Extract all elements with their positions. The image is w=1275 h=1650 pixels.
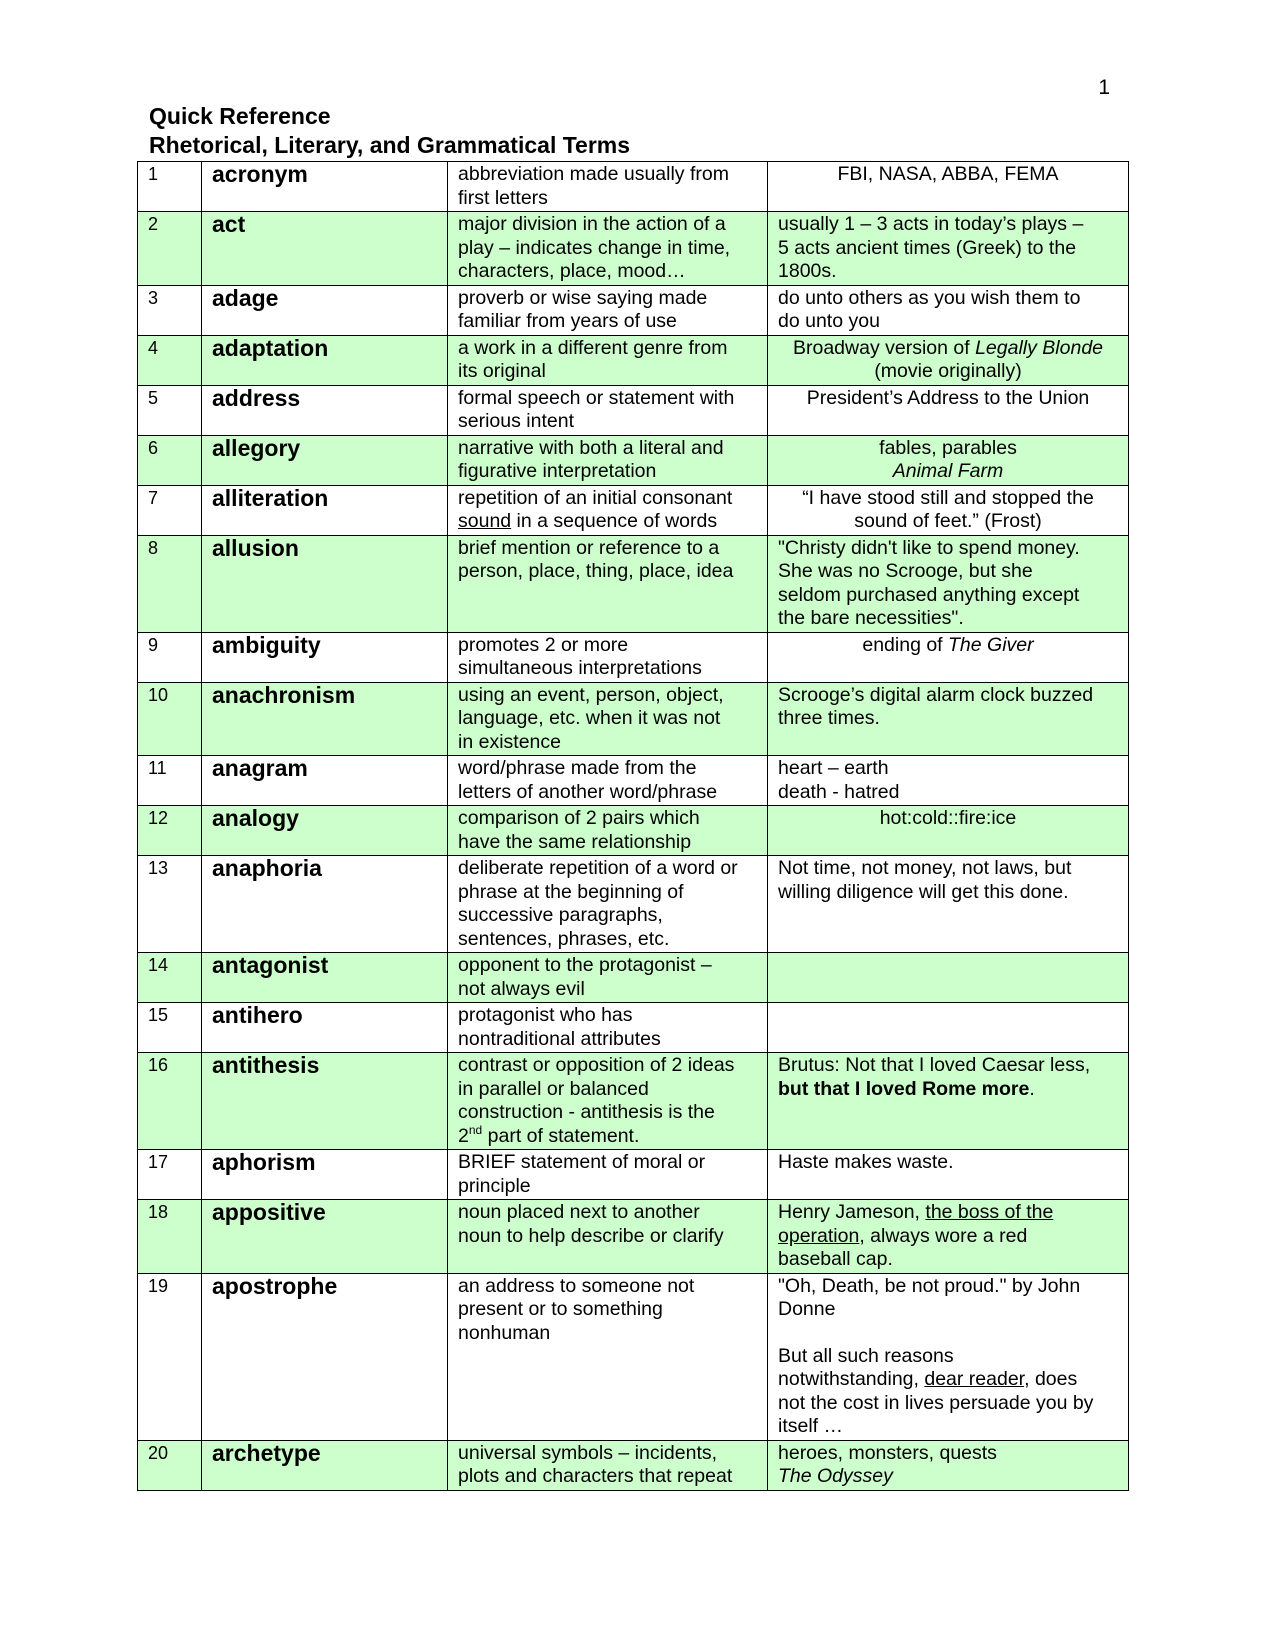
example: usually 1 – 3 acts in today’s plays – 5 acts ancient times (Greek) to the 1800s.: [768, 212, 1129, 286]
example: “I have stood still and stopped the sound of feet.” (Frost): [768, 485, 1129, 535]
row-number: 8: [138, 535, 202, 632]
table-row: [138, 535, 1129, 632]
example: heroes, monsters, quests The Odyssey: [768, 1440, 1129, 1490]
example: "Oh, Death, be not proud." by John Donne But all such reasons notwithstanding, dear reader, does not the cost in lives persuade you by itself …: [768, 1273, 1129, 1440]
table-row: [138, 856, 1129, 953]
row-number: 9: [138, 632, 202, 682]
table-row: [138, 756, 1129, 806]
example: hot:cold::fire:ice: [768, 806, 1129, 856]
example: ending of The Giver: [768, 632, 1129, 682]
row-number: 18: [138, 1200, 202, 1274]
row-number: 13: [138, 856, 202, 953]
table-row: [138, 1440, 1129, 1490]
table-row: [138, 485, 1129, 535]
table-row: [138, 385, 1129, 435]
definition: brief mention or reference to a person, place, thing, place, idea: [448, 535, 768, 632]
example: Broadway version of Legally Blonde (movie originally): [768, 335, 1129, 385]
row-number: 1: [138, 162, 202, 212]
term: antithesis: [202, 1053, 448, 1150]
term: aphorism: [202, 1150, 448, 1200]
title-line-1: Quick Reference: [149, 103, 331, 129]
term: anachronism: [202, 682, 448, 756]
definition: using an event, person, object, language, etc. when it was not in existence: [448, 682, 768, 756]
term: archetype: [202, 1440, 448, 1490]
definition: major division in the action of a play – indicates change in time, characters, place, mood…: [448, 212, 768, 286]
term: allegory: [202, 435, 448, 485]
definition: proverb or wise saying made familiar from years of use: [448, 285, 768, 335]
table-row: [138, 682, 1129, 756]
example: [768, 953, 1129, 1003]
title-line-2: Rhetorical, Literary, and Grammatical Terms: [149, 132, 631, 158]
row-number: 11: [138, 756, 202, 806]
row-number: 10: [138, 682, 202, 756]
term: appositive: [202, 1200, 448, 1274]
example: heart – earth death - hatred: [768, 756, 1129, 806]
term: ambiguity: [202, 632, 448, 682]
row-number: 19: [138, 1273, 202, 1440]
term: allusion: [202, 535, 448, 632]
row-number: 7: [138, 485, 202, 535]
table-row: [138, 335, 1129, 385]
term: analogy: [202, 806, 448, 856]
example: Henry Jameson, the boss of the operation, always wore a red baseball cap.: [768, 1200, 1129, 1274]
example: [768, 1003, 1129, 1053]
term: antihero: [202, 1003, 448, 1053]
row-number: 20: [138, 1440, 202, 1490]
term: apostrophe: [202, 1273, 448, 1440]
term: antagonist: [202, 953, 448, 1003]
row-number: 15: [138, 1003, 202, 1053]
table-row: [138, 1150, 1129, 1200]
term: address: [202, 385, 448, 435]
term: anagram: [202, 756, 448, 806]
definition: comparison of 2 pairs which have the same relationship: [448, 806, 768, 856]
row-number: 5: [138, 385, 202, 435]
definition: BRIEF statement of moral or principle: [448, 1150, 768, 1200]
term: alliteration: [202, 485, 448, 535]
example: President’s Address to the Union: [768, 385, 1129, 435]
table-row: [138, 435, 1129, 485]
definition: repetition of an initial consonant sound in a sequence of words: [448, 485, 768, 535]
row-number: 12: [138, 806, 202, 856]
table-row: [138, 1053, 1129, 1150]
definition: narrative with both a literal and figurative interpretation: [448, 435, 768, 485]
term: anaphoria: [202, 856, 448, 953]
definition: contrast or opposition of 2 ideas in parallel or balanced construction - antithesis is the 2nd part of statement.: [448, 1053, 768, 1150]
table-row: [138, 1273, 1129, 1440]
definition: noun placed next to another noun to help describe or clarify: [448, 1200, 768, 1274]
definition: deliberate repetition of a word or phrase at the beginning of successive paragraphs, sentences, phrases, etc.: [448, 856, 768, 953]
term: acronym: [202, 162, 448, 212]
definition: formal speech or statement with serious intent: [448, 385, 768, 435]
row-number: 3: [138, 285, 202, 335]
definition: word/phrase made from the letters of another word/phrase: [448, 756, 768, 806]
row-number: 16: [138, 1053, 202, 1150]
table-row: [138, 162, 1129, 212]
definition: abbreviation made usually from first letters: [448, 162, 768, 212]
example: Scrooge’s digital alarm clock buzzed three times.: [768, 682, 1129, 756]
term: act: [202, 212, 448, 286]
definition: opponent to the protagonist – not always evil: [448, 953, 768, 1003]
example: Haste makes waste.: [768, 1150, 1129, 1200]
page-number: 1: [1098, 76, 1110, 99]
example: "Christy didn't like to spend money. She was no Scrooge, but she seldom purchased anything except the bare necessities".: [768, 535, 1129, 632]
table-row: [138, 1200, 1129, 1274]
definition: an address to someone not present or to something nonhuman: [448, 1273, 768, 1440]
definition: a work in a different genre from its original: [448, 335, 768, 385]
example: Brutus: Not that I loved Caesar less, but that I loved Rome more.: [768, 1053, 1129, 1150]
table-row: [138, 953, 1129, 1003]
table-row: [138, 632, 1129, 682]
definition: promotes 2 or more simultaneous interpretations: [448, 632, 768, 682]
example: FBI, NASA, ABBA, FEMA: [768, 162, 1129, 212]
terms-table: [137, 161, 1129, 1491]
table-row: [138, 285, 1129, 335]
term: adage: [202, 285, 448, 335]
row-number: 4: [138, 335, 202, 385]
example: fables, parables Animal Farm: [768, 435, 1129, 485]
table-row: [138, 806, 1129, 856]
definition: universal symbols – incidents, plots and characters that repeat: [448, 1440, 768, 1490]
row-number: 6: [138, 435, 202, 485]
table-row: [138, 212, 1129, 286]
row-number: 14: [138, 953, 202, 1003]
example: do unto others as you wish them to do unto you: [768, 285, 1129, 335]
term: adaptation: [202, 335, 448, 385]
document-title: [149, 102, 630, 160]
table-row: [138, 1003, 1129, 1053]
row-number: 2: [138, 212, 202, 286]
row-number: 17: [138, 1150, 202, 1200]
definition: protagonist who has nontraditional attributes: [448, 1003, 768, 1053]
example: Not time, not money, not laws, but willing diligence will get this done.: [768, 856, 1129, 953]
